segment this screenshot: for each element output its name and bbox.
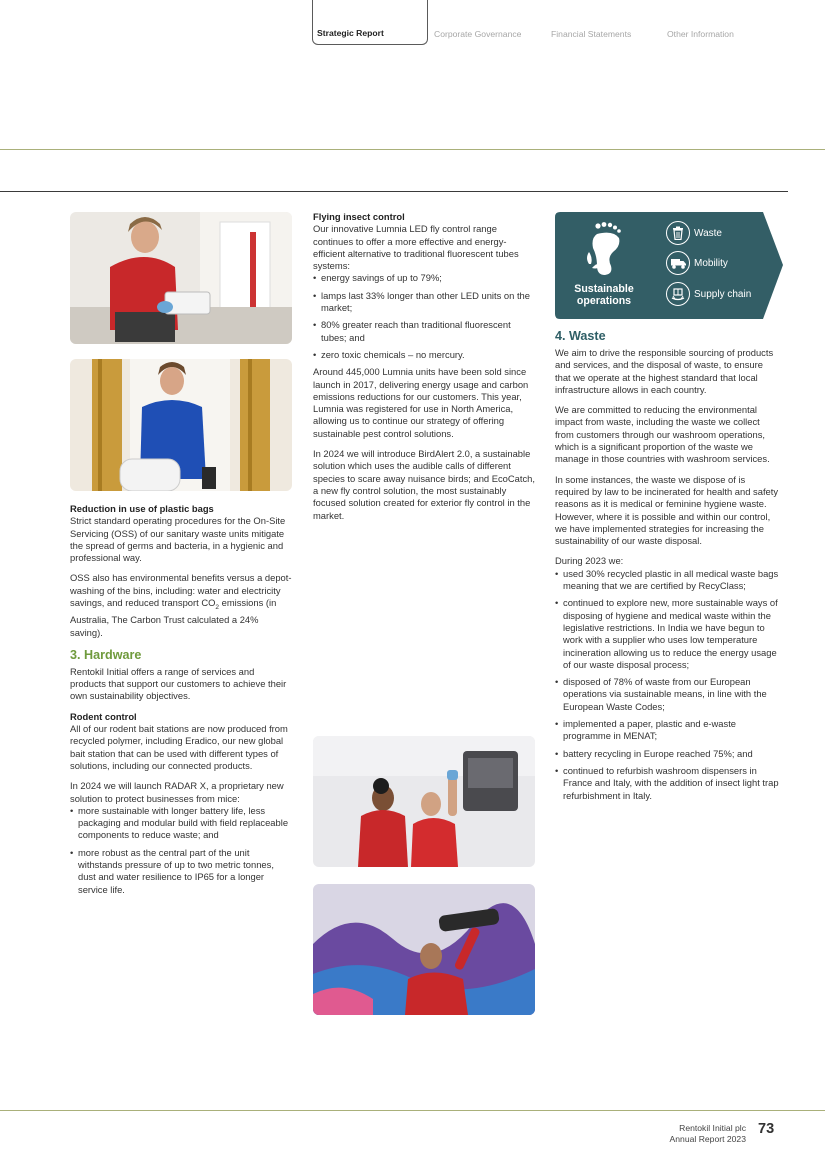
- footer-report-info: [670, 1123, 746, 1144]
- heading-waste: 4. Waste: [555, 329, 606, 343]
- paragraph-waste-2: We are committed to reducing the environmental impact from waste, including the waste we collect from customers through our washroom operations, which is a significant proportion of the waste we manage in those countries with washroom services.: [555, 404, 770, 465]
- top-divider: [0, 149, 825, 150]
- list-rodent: [70, 805, 292, 896]
- heading-hardware: 3. Hardware: [70, 647, 142, 662]
- heading-rodent-control: Rodent control: [70, 710, 137, 722]
- paragraph-flying-3: In 2024 we will introduce BirdAlert 2.0, a sustainable solution which uses the audible calls of different species to scare away nuisance birds; and EcoCatch, a new fly control solution, the most sustainably focused solution created for exterior fly control in the market.: [313, 448, 535, 521]
- badge-item-supply-chain: Supply chain: [666, 282, 751, 306]
- photo-technicians-dispenser: [313, 736, 535, 867]
- badge-item-waste: Waste: [666, 221, 722, 245]
- list-item: • continued to refurbish washroom dispensers in France and Italy, with the addition of insect light trap refurbishment in Italy.: [555, 765, 780, 802]
- column-middle: [313, 211, 535, 530]
- footer-company: Rentokil Initial plc: [679, 1123, 746, 1133]
- footprint-icon: [583, 220, 627, 278]
- paragraph-hardware: Rentokil Initial offers a range of services and products that support our customers to achieve their own sustainability objectives.: [70, 665, 287, 702]
- paragraph-rodent-2: In 2024 we will launch RADAR X, a proprietary new solution to protect businesses from mice:: [70, 780, 284, 804]
- section-divider: [0, 191, 788, 192]
- page-number: 73: [758, 1121, 775, 1137]
- nav-tab-corporate-governance[interactable]: Corporate Governance: [434, 29, 522, 39]
- column-right: [555, 328, 780, 807]
- paragraph-flying-2: Around 445,000 Lumnia units have been sold since launch in 2017, delivering energy usage and carbon emissions reductions for our customers. This year, Lumnia was registered for use in North America, allowing us to continue our strategy of offering sustainable pest control solutions.: [313, 366, 529, 439]
- list-item: • lamps last 33% longer than other LED units on the market;: [313, 290, 535, 315]
- photo-technician-sanitary-bin: [70, 359, 292, 491]
- list-item: • more sustainable with longer battery life, less packaging and modular build with field replaceable components to reduce waste; and: [70, 805, 292, 842]
- paragraph-waste-1: We aim to drive the responsible sourcing of products and services, and the disposal of waste, to ensure that we operate at the highest standard that local infrastructure allows in each country.: [555, 347, 774, 395]
- sustainable-operations-badge: [555, 212, 783, 319]
- photo-technician-fly-unit: [313, 884, 535, 1015]
- list-item: • energy savings of up to 79%;: [313, 272, 535, 284]
- bin-icon: [666, 221, 690, 245]
- section-nav: [0, 0, 825, 46]
- nav-tab-financial-statements[interactable]: Financial Statements: [551, 29, 632, 39]
- list-item: • continued to explore new, more sustainable ways of disposing of hygiene and medical waste within the legislative restrictions. In India we have begun to work with a supplier who uses low temperature incineration allowing us to reduce the energy usage of our waste disposal process;: [555, 597, 780, 671]
- paragraph-flying-1: Our innovative Lumnia LED fly control range continues to offer a more effective and energy-efficient alternative to traditional fluorescent tubes systems:: [313, 223, 519, 272]
- list-flying: [313, 272, 535, 361]
- column-left: [70, 503, 292, 901]
- paragraph-waste-4: During 2023 we:: [555, 555, 624, 567]
- paragraph-rodent-1: All of our rodent bait stations are now produced from recycled polymer, including Eradico, our new global bait station that can be used with different types of solutions, including our connected products.: [70, 723, 288, 771]
- nav-tab-strategic-report[interactable]: Strategic Report: [312, 0, 428, 45]
- list-item: • used 30% recycled plastic in all medical waste bags meaning that we are certified by RecyClass;: [555, 568, 780, 593]
- list-item: • 80% greater reach than traditional fluorescent tubes; and: [313, 319, 535, 344]
- paragraph-waste-3: In some instances, the waste we dispose of is required by law to be incinerated for health and safety reasons as it is medical or feminine hygiene waste. However, where it is possible and within our control, we have implemented strategies for increasing the sustainability of our waste disposal.: [555, 473, 779, 547]
- list-item: • battery recycling in Europe reached 75%; and: [555, 748, 780, 760]
- badge-item-mobility: Mobility: [666, 251, 728, 275]
- photo-technician-servicing-unit: [70, 212, 292, 344]
- list-item: • zero toxic chemicals – no mercury.: [313, 349, 535, 361]
- truck-icon: [666, 251, 690, 275]
- supply-chain-icon: [666, 282, 690, 306]
- heading-flying-insect: Flying insect control: [313, 211, 405, 222]
- footer-divider: [0, 1110, 825, 1111]
- paragraph-plastic-2: OSS also has environmental benefits versus a depot-washing of the bins, including: water and electricity savings, and reduced transport $CO_2$ emissions (in Australia, The Carbon Trust calculated a 24% saving).: [70, 572, 292, 638]
- list-item: • more robust as the central part of the unit withstands pressure of up to two metric tonnes, dust and water resilience to IP65 for a longer service life.: [70, 847, 292, 896]
- paragraph-plastic-1: Strict standard operating procedures for the On-Site Servicing (OSS) of our sanitary waste units mitigate the spread of germs and bacteria, in a hygienic and professional way.: [70, 515, 286, 564]
- nav-tab-other-information[interactable]: Other Information: [667, 29, 734, 39]
- list-waste: [555, 568, 780, 802]
- list-item: • disposed of 78% of waste from our European operations via sustainable means, in line with the European Waste Codes;: [555, 676, 780, 713]
- badge-title: Sustainable operations: [574, 283, 634, 308]
- list-item: • implemented a paper, plastic and e-waste programme in MENAT;: [555, 718, 780, 743]
- footer-report: Annual Report 2023: [669, 1133, 746, 1144]
- heading-plastic-bags: Reduction in use of plastic bags: [70, 503, 214, 514]
